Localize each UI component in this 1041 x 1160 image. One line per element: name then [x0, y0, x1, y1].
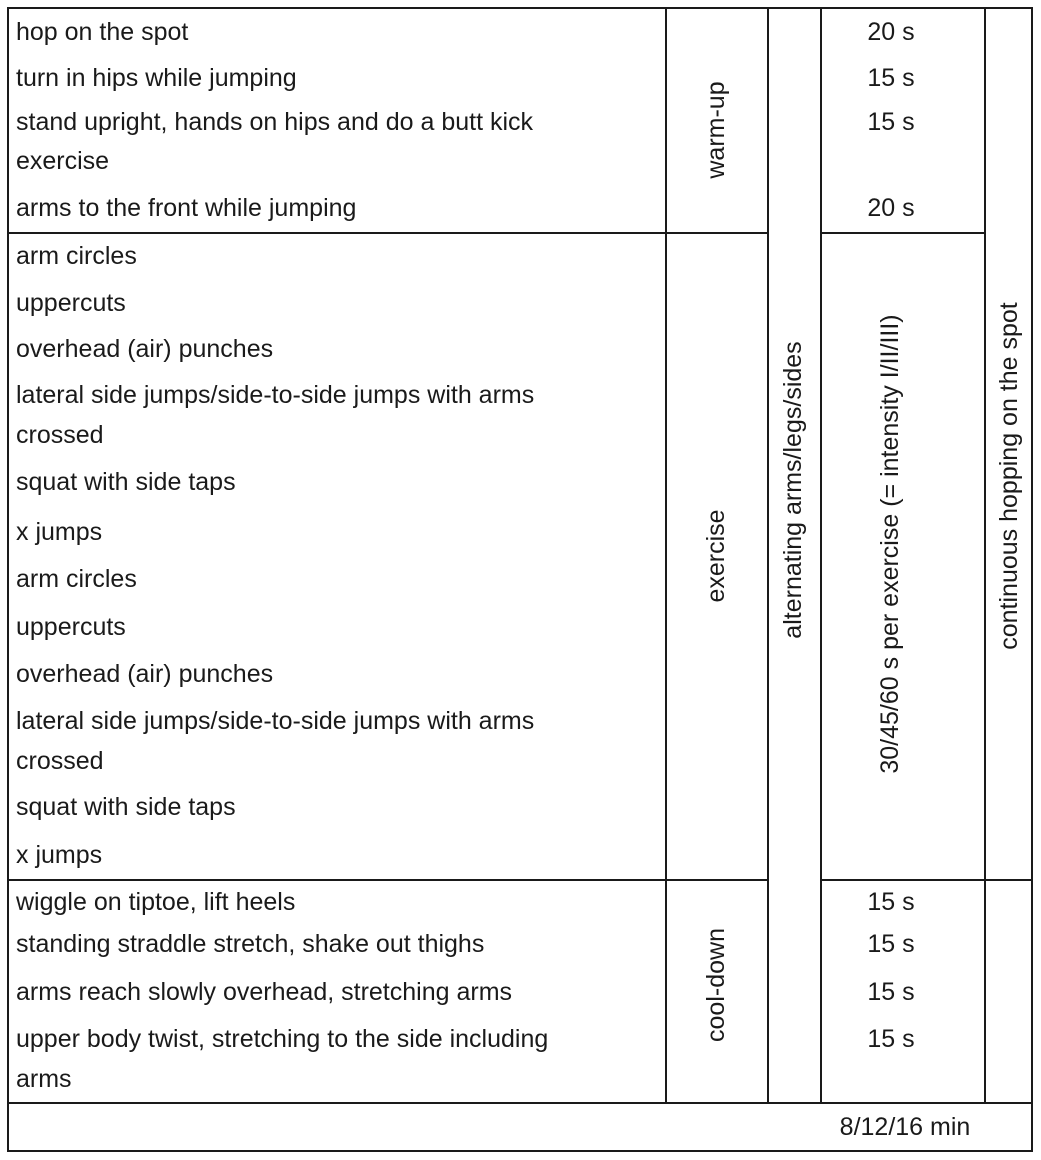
table-border-bottom [7, 1150, 1033, 1152]
section-divider-2b [820, 879, 1033, 881]
warmup-row-text: exercise [16, 147, 110, 175]
alternating-note: alternating arms/legs/sides [779, 341, 807, 639]
exercise-row-text: lateral side jumps/side-to-side jumps with arms [16, 381, 535, 409]
section-divider-1b [820, 232, 985, 234]
warmup-row-text: arms to the front while jumping [16, 194, 357, 222]
exercise-row-text: squat with side taps [16, 468, 236, 496]
col-divider-4 [984, 7, 986, 1103]
cooldown-row-time: 15 s [867, 930, 915, 958]
col-divider-1 [665, 7, 667, 1103]
cooldown-row-time: 15 s [867, 978, 915, 1006]
exercise-row-text: uppercuts [16, 289, 126, 317]
exercise-section-label: exercise [702, 509, 730, 603]
total-time: 8/12/16 min [839, 1113, 971, 1141]
exercise-row-text: x jumps [16, 518, 103, 546]
warmup-row-text: hop on the spot [16, 18, 189, 46]
table-border-left [7, 7, 9, 1152]
exercise-time-note: 30/45/60 s per exercise (= intensity I/II/III) [876, 314, 904, 774]
section-divider-1a [7, 232, 768, 234]
exercise-row-text: squat with side taps [16, 793, 236, 821]
section-divider-2a [7, 879, 768, 881]
continuous-note: continuous hopping on the spot [995, 302, 1023, 650]
exercise-row-text: lateral side jumps/side-to-side jumps with arms [16, 707, 535, 735]
exercise-row-text: crossed [16, 421, 104, 449]
exercise-row-text: arm circles [16, 242, 137, 270]
exercise-row-text: crossed [16, 747, 104, 775]
exercise-row-text: x jumps [16, 841, 103, 869]
cooldown-row-text: standing straddle stretch, shake out thighs [16, 930, 485, 958]
exercise-row-text: uppercuts [16, 613, 126, 641]
table-border-right [1031, 7, 1033, 1152]
warmup-row-text: stand upright, hands on hips and do a butt kick [16, 108, 534, 136]
total-row-divider [7, 1102, 1033, 1104]
exercise-row-text: overhead (air) punches [16, 660, 274, 688]
warmup-row-time: 15 s [867, 108, 915, 136]
warmup-section-label: warm-up [702, 81, 730, 179]
exercise-row-text: arm circles [16, 565, 137, 593]
cooldown-row-time: 15 s [867, 1025, 915, 1053]
exercise-row-text: overhead (air) punches [16, 335, 274, 363]
cooldown-row-time: 15 s [867, 888, 915, 916]
warmup-row-text: turn in hips while jumping [16, 64, 297, 92]
cooldown-row-text: upper body twist, stretching to the side including [16, 1025, 549, 1053]
col-divider-2 [767, 7, 769, 1103]
cooldown-row-text: arms reach slowly overhead, stretching arms [16, 978, 513, 1006]
warmup-row-time: 20 s [867, 18, 915, 46]
cooldown-section-label: cool-down [702, 928, 730, 1042]
warmup-row-time: 20 s [867, 194, 915, 222]
cooldown-row-text: wiggle on tiptoe, lift heels [16, 888, 296, 916]
cooldown-row-text: arms [16, 1065, 72, 1093]
table-border-top [7, 7, 1033, 9]
warmup-row-time: 15 s [867, 64, 915, 92]
